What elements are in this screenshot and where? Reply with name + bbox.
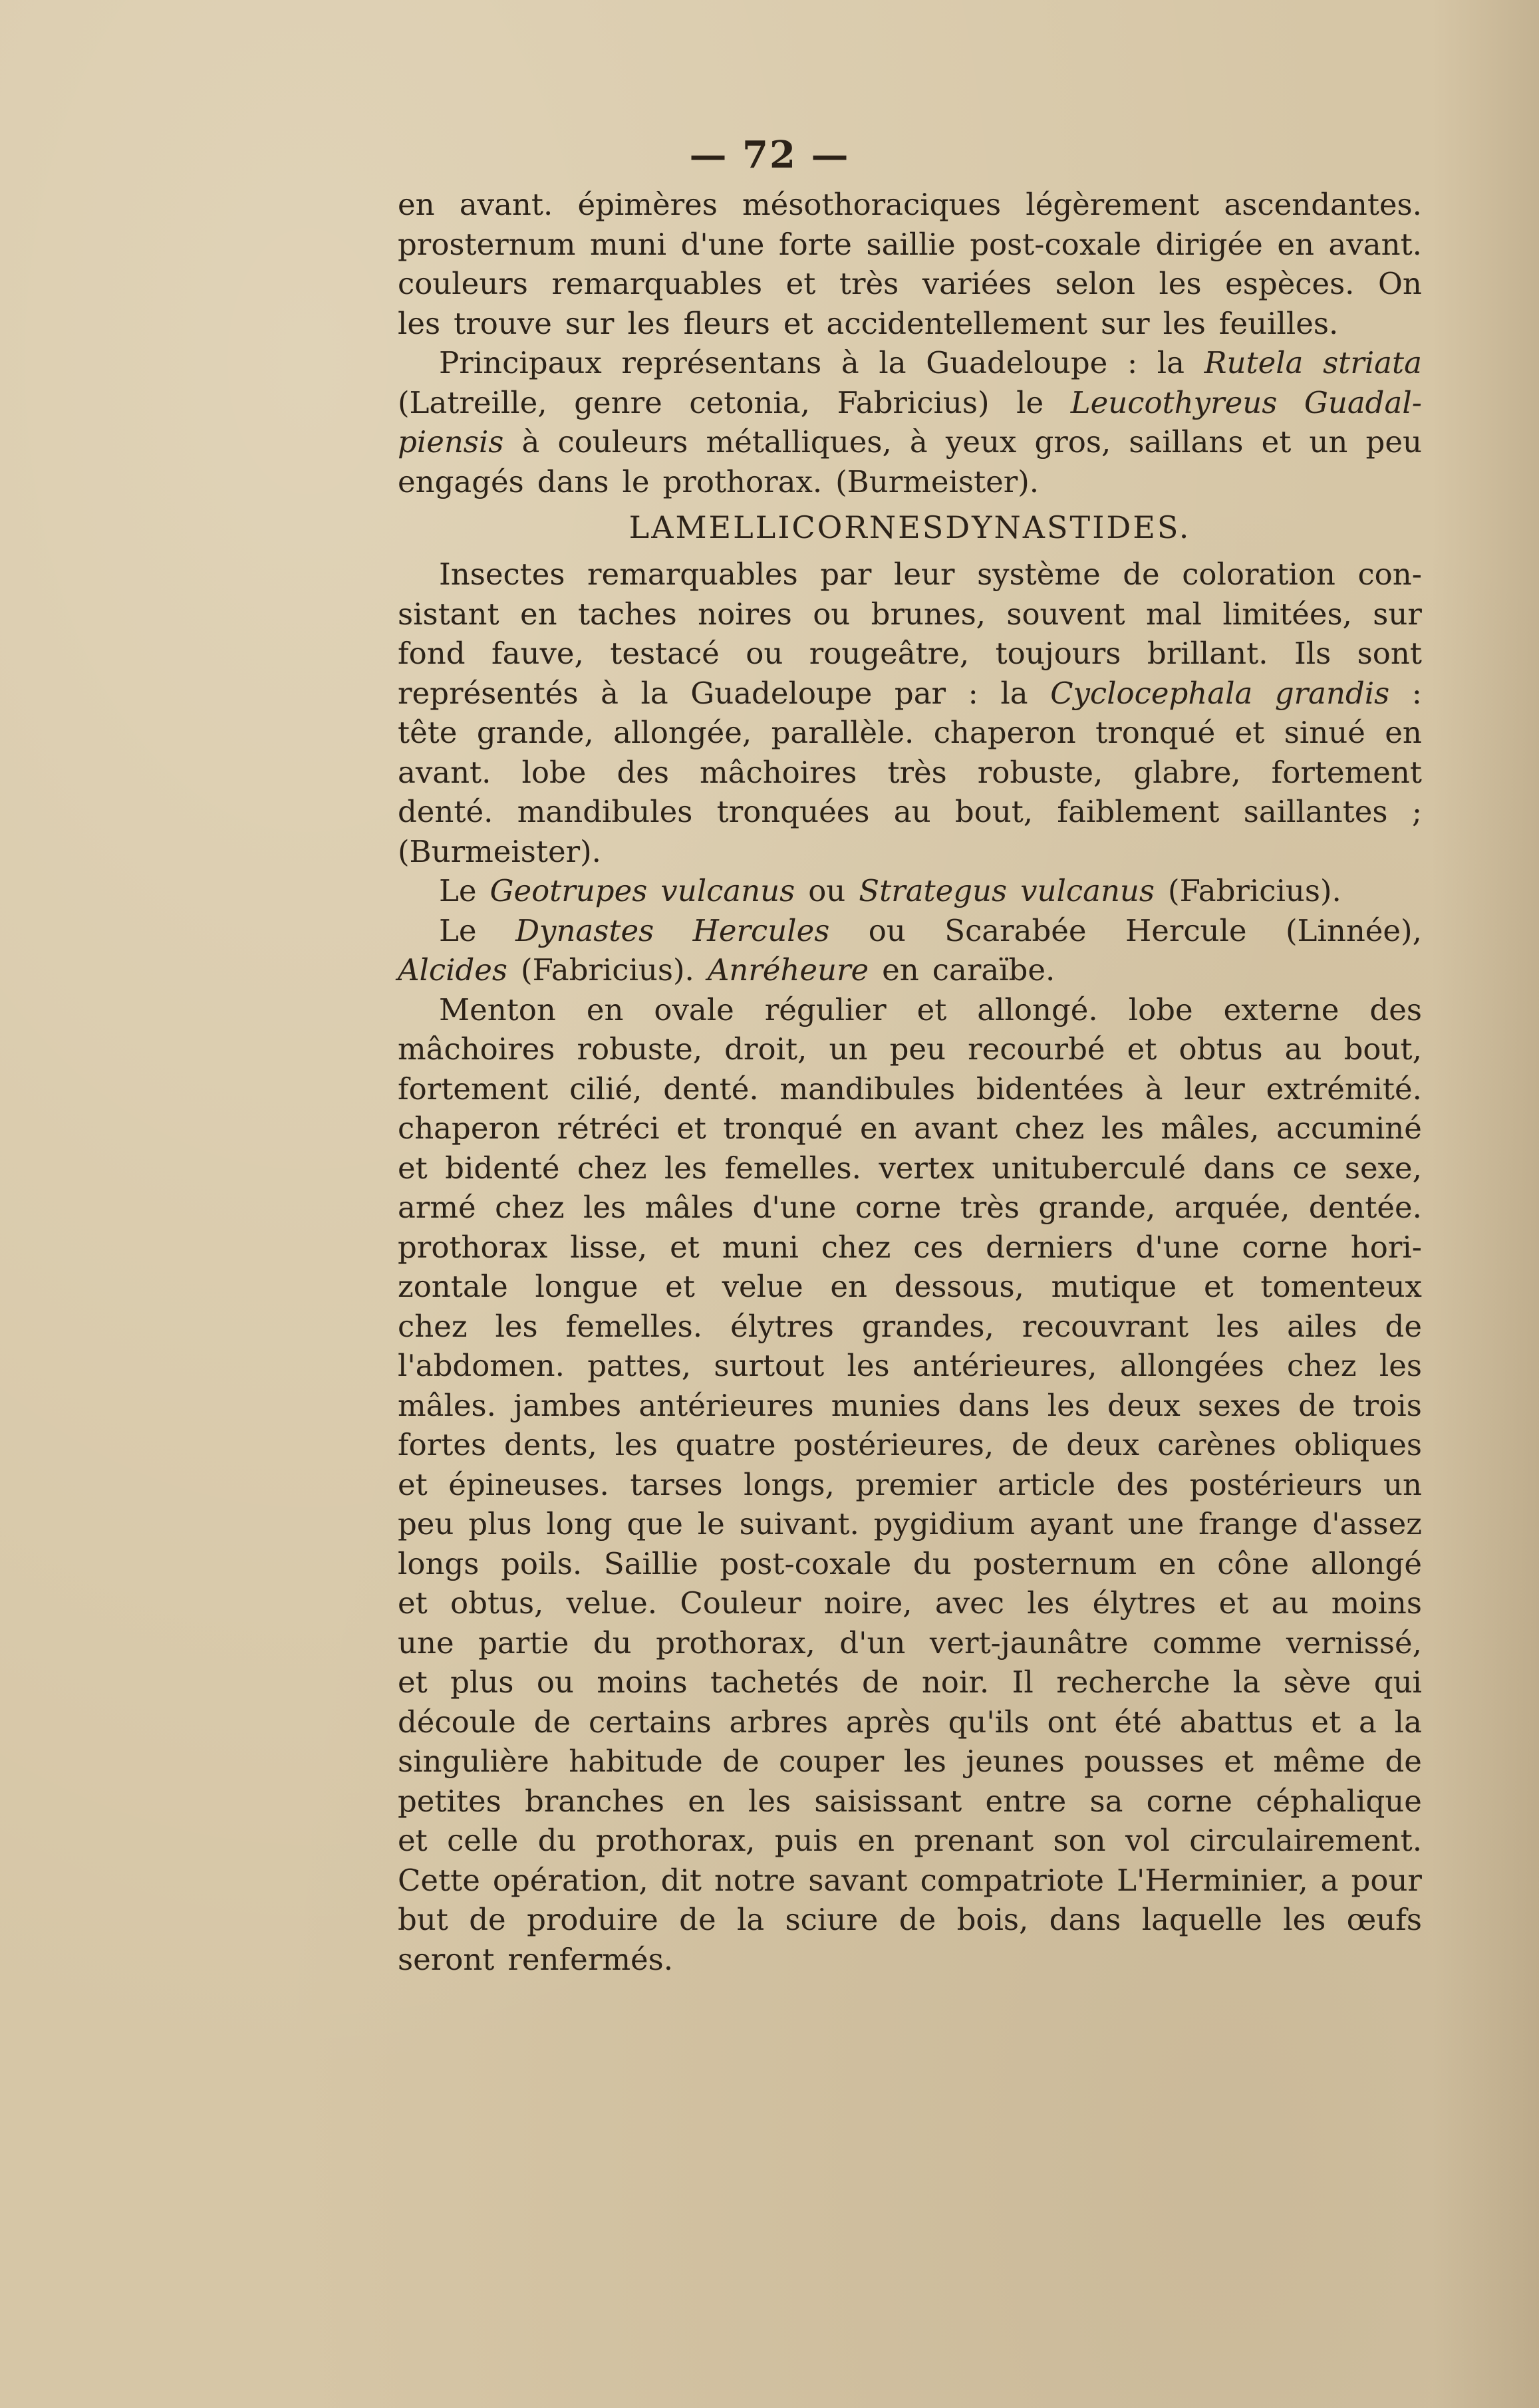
- text-line: (Latreille, genre cetonia, Fabricius) le Leucothyreus Guadal-: [398, 384, 1422, 420]
- text-line: fortes dents, les quatre postérieures, de deux carènes obliques: [398, 1427, 1422, 1462]
- text-line: fortement cilié, denté. mandibules bidentées à leur extrémité.: [398, 1071, 1422, 1107]
- text-line: zontale longue et velue en dessous, mutique et tomenteux: [398, 1269, 1422, 1304]
- text-line: Alcides (Fabricius). Anréheure en caraïbe.: [398, 952, 1055, 988]
- text-line: armé chez les mâles d'une corne très grande, arquée, dentée.: [398, 1190, 1422, 1225]
- text-line: seront renfermés.: [398, 1941, 674, 1977]
- text-line: but de produire de la sciure de bois, dans laquelle les œufs: [398, 1902, 1422, 1937]
- text-line: singulière habitude de couper les jeunes pousses et même de: [398, 1744, 1422, 1779]
- text-line: engagés dans le prothorax. (Burmeister).: [398, 464, 1040, 499]
- text-line: et plus ou moins tachetés de noir. Il recherche la sève qui: [398, 1665, 1422, 1700]
- text-line: les trouve sur les fleurs et accidentellement sur les feuilles.: [398, 305, 1339, 341]
- body-text: [398, 185, 1422, 1979]
- text-line: denté. mandibules tronquées au bout, faiblement saillantes ;: [398, 794, 1422, 829]
- text-line: (Burmeister).: [398, 833, 601, 869]
- text-line: Insectes remarquables par leur système de coloration con-: [439, 557, 1422, 592]
- text-line: et obtus, velue. Couleur noire, avec les élytres et au moins: [398, 1585, 1422, 1621]
- text-line: longs poils. Saillie post-coxale du posternum en cône allongé: [398, 1545, 1422, 1581]
- text-line: tête grande, allongée, parallèle. chaperon tronqué et sinué en: [398, 715, 1422, 750]
- text-line: l'abdomen. pattes, surtout les antérieures, allongées chez les: [398, 1348, 1422, 1383]
- text-line: Cette opération, dit notre savant compatriote L'Herminier, a pour: [398, 1862, 1422, 1898]
- text-line: couleurs remarquables et très variées selon les espèces. On: [398, 266, 1422, 301]
- text-line: Principaux représentans à la Guadeloupe : la Rutela striata: [439, 345, 1422, 380]
- text-line: Le Geotrupes vulcanus ou Strategus vulcanus (Fabricius).: [439, 873, 1341, 908]
- text-line: sistant en taches noires ou brunes, souvent mal limitées, sur: [398, 596, 1422, 632]
- text-line: Menton en ovale régulier et allongé. lobe externe des: [439, 992, 1422, 1027]
- text-line: Le Dynastes Hercules ou Scarabée Hercule (Linnée),: [439, 912, 1422, 948]
- section-heading: LAMELLICORNES DYNASTIDES.: [629, 509, 1191, 545]
- text-line: avant. lobe des mâchoires très robuste, glabre, fortement: [398, 754, 1422, 790]
- text-line: en avant. épimères mésothoraciques légèrement ascendantes.: [398, 187, 1422, 222]
- text-line: peu plus long que le suivant. pygidium ayant une frange d'assez: [398, 1506, 1422, 1541]
- text-line: prothorax lisse, et muni chez ces derniers d'une corne hori-: [398, 1229, 1422, 1265]
- text-line: chaperon rétréci et tronqué en avant chez les mâles, accuminé: [398, 1111, 1422, 1146]
- text-line: mâchoires robuste, droit, un peu recourbé et obtus au bout,: [398, 1031, 1422, 1067]
- text-line: fond fauve, testacé ou rougeâtre, toujours brillant. Ils sont: [398, 636, 1422, 671]
- text-line: prosternum muni d'une forte saillie post-coxale dirigée en avant.: [398, 226, 1422, 262]
- text-line: petites branches en les saisissant entre sa corne céphalique: [398, 1783, 1422, 1819]
- text-line: découle de certains arbres après qu'ils ont été abattus et a la: [398, 1704, 1422, 1740]
- text-line: une partie du prothorax, d'un vert-jaunâtre comme vernissé,: [398, 1625, 1422, 1661]
- text-line: piensis à couleurs métalliques, à yeux gros, saillans et un peu: [398, 424, 1422, 460]
- text-line: chez les femelles. élytres grandes, recouvrant les ailes de: [398, 1308, 1422, 1344]
- page-number: — 72 —: [689, 133, 850, 177]
- text-line: mâles. jambes antérieures munies dans les deux sexes de trois: [398, 1387, 1422, 1423]
- text-line: et celle du prothorax, puis en prenant son vol circulairement.: [398, 1823, 1422, 1858]
- text-line: et bidenté chez les femelles. vertex unituberculé dans ce sexe,: [398, 1150, 1422, 1186]
- text-line: représentés à la Guadeloupe par : la Cyclocephala grandis :: [398, 675, 1422, 711]
- text-line: et épineuses. tarses longs, premier article des postérieurs un: [398, 1466, 1422, 1502]
